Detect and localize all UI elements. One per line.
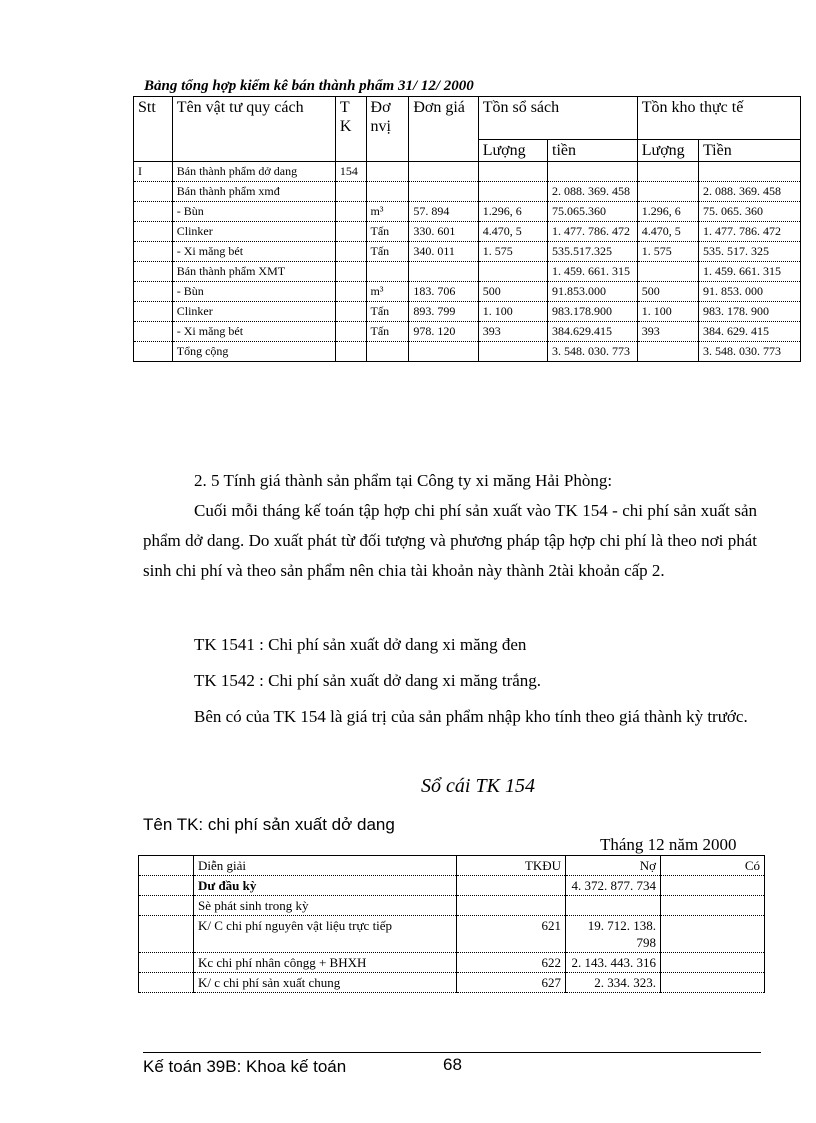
cell-stt (134, 242, 173, 262)
header-unit: Đơ nvị (366, 97, 409, 162)
ledger-cell-credit (661, 973, 765, 993)
footer-divider (143, 1052, 761, 1053)
table-row (134, 202, 801, 222)
header-actual-amount: Tiền (698, 140, 800, 162)
cell-name: Bán thành phẩm XMT (172, 262, 335, 282)
ledger-cell-debit: 19. 712. 138. 798 (566, 916, 661, 953)
cell-actual-qty (637, 262, 698, 282)
cell-actual-qty (637, 182, 698, 202)
cell-actual-amount: 91. 853. 000 (698, 282, 800, 302)
footer-text: Kế toán 39B: Khoa kế toán (143, 1057, 347, 1076)
table1-title: Bảng tổng hợp kiểm kê bán thành phẩm 31/ 12/ 2000 (144, 78, 474, 94)
table-row (134, 222, 801, 242)
cell-actual-amount: 535. 517. 325 (698, 242, 800, 262)
cell-actual-amount: 2. 088. 369. 458 (698, 182, 800, 202)
cell-actual-qty: 500 (637, 282, 698, 302)
cell-price: 978. 120 (409, 322, 478, 342)
cell-price: 57. 894 (409, 202, 478, 222)
cell-book-amount: 384.629.415 (548, 322, 638, 342)
table-row (134, 262, 801, 282)
cell-book-amount: 91.853.000 (548, 282, 638, 302)
cell-stt (134, 262, 173, 282)
header-book-amount: tiền (548, 140, 638, 162)
cell-price: 183. 706 (409, 282, 478, 302)
ledger-header-credit: Có (661, 856, 765, 876)
cell-book-amount: 3. 548. 030. 773 (548, 342, 638, 362)
cell-name: Bán thành phẩm xmđ (172, 182, 335, 202)
cell-actual-amount: 384. 629. 415 (698, 322, 800, 342)
cell-name: Tổng cộng (172, 342, 335, 362)
cell-stt (134, 322, 173, 342)
cell-name: - Bùn (172, 202, 335, 222)
cell-book-amount: 1. 459. 661. 315 (548, 262, 638, 282)
inventory-table (133, 96, 801, 362)
ledger-row (139, 973, 765, 993)
header-actual-qty: Lượng (637, 140, 698, 162)
cell-tk (335, 222, 366, 242)
ledger-cell-desc: Dư đầu kỳ (194, 876, 457, 896)
cell-stt (134, 342, 173, 362)
ledger-cell-debit: 2. 143. 443. 316 (566, 953, 661, 973)
cell-unit: m³ (366, 282, 409, 302)
cell-tk (335, 242, 366, 262)
cell-tk (335, 262, 366, 282)
cell-price (409, 342, 478, 362)
ledger-cell-desc: K/ c chi phí sản xuất chung (194, 973, 457, 993)
cell-actual-qty: 1. 575 (637, 242, 698, 262)
cell-actual-qty (637, 342, 698, 362)
cell-name: - Bùn (172, 282, 335, 302)
cell-tk (335, 202, 366, 222)
ledger-cell-tkdu (457, 876, 566, 896)
cell-tk (335, 282, 366, 302)
cell-book-amount: 2. 088. 369. 458 (548, 182, 638, 202)
cell-unit: Tấn (366, 242, 409, 262)
cell-book-qty (478, 182, 547, 202)
cell-tk (335, 342, 366, 362)
header-price: Đơn giá (409, 97, 478, 162)
ledger-row (139, 896, 765, 916)
cell-tk (335, 182, 366, 202)
cell-book-qty (478, 342, 547, 362)
ledger-cell-tkdu: 621 (457, 916, 566, 953)
ledger-header-debit: Nợ (566, 856, 661, 876)
ledger-cell-credit (661, 876, 765, 896)
cell-price (409, 262, 478, 282)
ledger-cell-blank (139, 896, 194, 916)
cell-stt: I (134, 162, 173, 182)
cell-stt (134, 302, 173, 322)
tk1541-line: TK 1541 : Chi phí sản xuất dở dang xi măng đen (194, 635, 527, 654)
cell-price: 330. 601 (409, 222, 478, 242)
ledger-cell-blank (139, 973, 194, 993)
ledger-cell-debit: 2. 334. 323. (566, 973, 661, 993)
cell-name: - Xi măng bét (172, 242, 335, 262)
ledger-cell-credit (661, 916, 765, 953)
cell-unit (366, 182, 409, 202)
cell-book-amount: 535.517.325 (548, 242, 638, 262)
table-row (134, 322, 801, 342)
paragraph-2: Bên có của TK 154 là giá trị của sản phẩm nhập kho tính theo giá thành kỳ trước. (194, 707, 748, 726)
cell-unit: Tấn (366, 302, 409, 322)
cell-actual-amount: 1. 459. 661. 315 (698, 262, 800, 282)
tk1542-line: TK 1542 : Chi phí sản xuất dở dang xi măng trắng. (194, 671, 542, 690)
cell-unit (366, 162, 409, 182)
cell-book-amount: 983.178.900 (548, 302, 638, 322)
cell-unit (366, 262, 409, 282)
cell-name: Bán thành phẩm dở dang (172, 162, 335, 182)
header-tk: T K (335, 97, 366, 162)
cell-stt (134, 202, 173, 222)
cell-name: Clinker (172, 222, 335, 242)
cell-actual-qty (637, 162, 698, 182)
cell-actual-amount: 3. 548. 030. 773 (698, 342, 800, 362)
page-number: 68 (443, 1055, 462, 1074)
cell-actual-amount: 1. 477. 786. 472 (698, 222, 800, 242)
ledger-cell-blank (139, 876, 194, 896)
cell-actual-qty: 393 (637, 322, 698, 342)
header-actual: Tồn kho thực tế (637, 97, 800, 140)
ledger-cell-blank (139, 916, 194, 953)
ledger-account-name: Tên TK: chi phí sản xuất dở dang (143, 815, 395, 834)
cell-book-qty: 1. 575 (478, 242, 547, 262)
ledger-period: Tháng 12 năm 2000 (600, 835, 737, 854)
cell-book-amount: 75.065.360 (548, 202, 638, 222)
cell-unit: m³ (366, 202, 409, 222)
ledger-header-desc: Diễn giải (194, 856, 457, 876)
cell-price (409, 182, 478, 202)
cell-price (409, 162, 478, 182)
header-stt: Stt (134, 97, 173, 162)
table-row (134, 282, 801, 302)
cell-book-qty (478, 262, 547, 282)
ledger-cell-tkdu: 622 (457, 953, 566, 973)
ledger-cell-tkdu (457, 896, 566, 916)
ledger-cell-desc: Kc chi phí nhân côngg + BHXH (194, 953, 457, 973)
cell-stt (134, 182, 173, 202)
ledger-row (139, 953, 765, 973)
cell-tk (335, 322, 366, 342)
cell-name: - Xi măng bét (172, 322, 335, 342)
cell-price: 340. 011 (409, 242, 478, 262)
header-book-qty: Lượng (478, 140, 547, 162)
ledger-row (139, 916, 765, 953)
cell-unit (366, 342, 409, 362)
ledger-cell-credit (661, 896, 765, 916)
paragraph-1: Cuối mỗi tháng kế toán tập hợp chi phí sản xuất vào TK 154 - chi phí sản xuất sản phẩm dở dang. Do xuất phát từ đối tượng và phương pháp tập hợp chi phí là theo nơi phát sinh chi phí và theo sản phẩm nên chia tài khoản này thành 2tài khoản cấp 2. (143, 501, 757, 580)
ledger-cell-debit: 4. 372. 877. 734 (566, 876, 661, 896)
cell-tk (335, 302, 366, 322)
cell-book-qty: 1.296, 6 (478, 202, 547, 222)
cell-book-qty: 393 (478, 322, 547, 342)
ledger-cell-tkdu: 627 (457, 973, 566, 993)
ledger-cell-credit (661, 953, 765, 973)
cell-actual-amount: 983. 178. 900 (698, 302, 800, 322)
cell-price: 893. 799 (409, 302, 478, 322)
ledger-cell-blank (139, 953, 194, 973)
header-name: Tên vật tư quy cách (172, 97, 335, 162)
ledger-cell-desc: K/ C chi phí nguyên vật liệu trực tiếp (194, 916, 457, 953)
ledger-header-tkdu: TKĐU (457, 856, 566, 876)
cell-book-amount: 1. 477. 786. 472 (548, 222, 638, 242)
cell-book-qty (478, 162, 547, 182)
cell-actual-amount (698, 162, 800, 182)
cell-tk: 154 (335, 162, 366, 182)
ledger-row (139, 876, 765, 896)
cell-book-qty: 4.470, 5 (478, 222, 547, 242)
cell-unit: Tấn (366, 222, 409, 242)
table-row (134, 182, 801, 202)
cell-actual-qty: 1.296, 6 (637, 202, 698, 222)
ledger-table (138, 855, 765, 993)
cell-book-amount (548, 162, 638, 182)
table-row (134, 342, 801, 362)
cell-actual-qty: 1. 100 (637, 302, 698, 322)
cell-book-qty: 500 (478, 282, 547, 302)
cell-name: Clinker (172, 302, 335, 322)
cell-actual-qty: 4.470, 5 (637, 222, 698, 242)
table-row (134, 242, 801, 262)
header-book: Tồn sổ sách (478, 97, 637, 140)
table-row (134, 302, 801, 322)
cell-unit: Tấn (366, 322, 409, 342)
cell-stt (134, 282, 173, 302)
ledger-cell-desc: Sè phát sinh trong kỳ (194, 896, 457, 916)
cell-stt (134, 222, 173, 242)
section-heading: 2. 5 Tính giá thành sản phẩm tại Công ty xi măng Hải Phòng: (194, 471, 613, 490)
cell-book-qty: 1. 100 (478, 302, 547, 322)
ledger-title: Sổ cái TK 154 (421, 775, 535, 797)
cell-actual-amount: 75. 065. 360 (698, 202, 800, 222)
ledger-cell-debit (566, 896, 661, 916)
table-row (134, 162, 801, 182)
